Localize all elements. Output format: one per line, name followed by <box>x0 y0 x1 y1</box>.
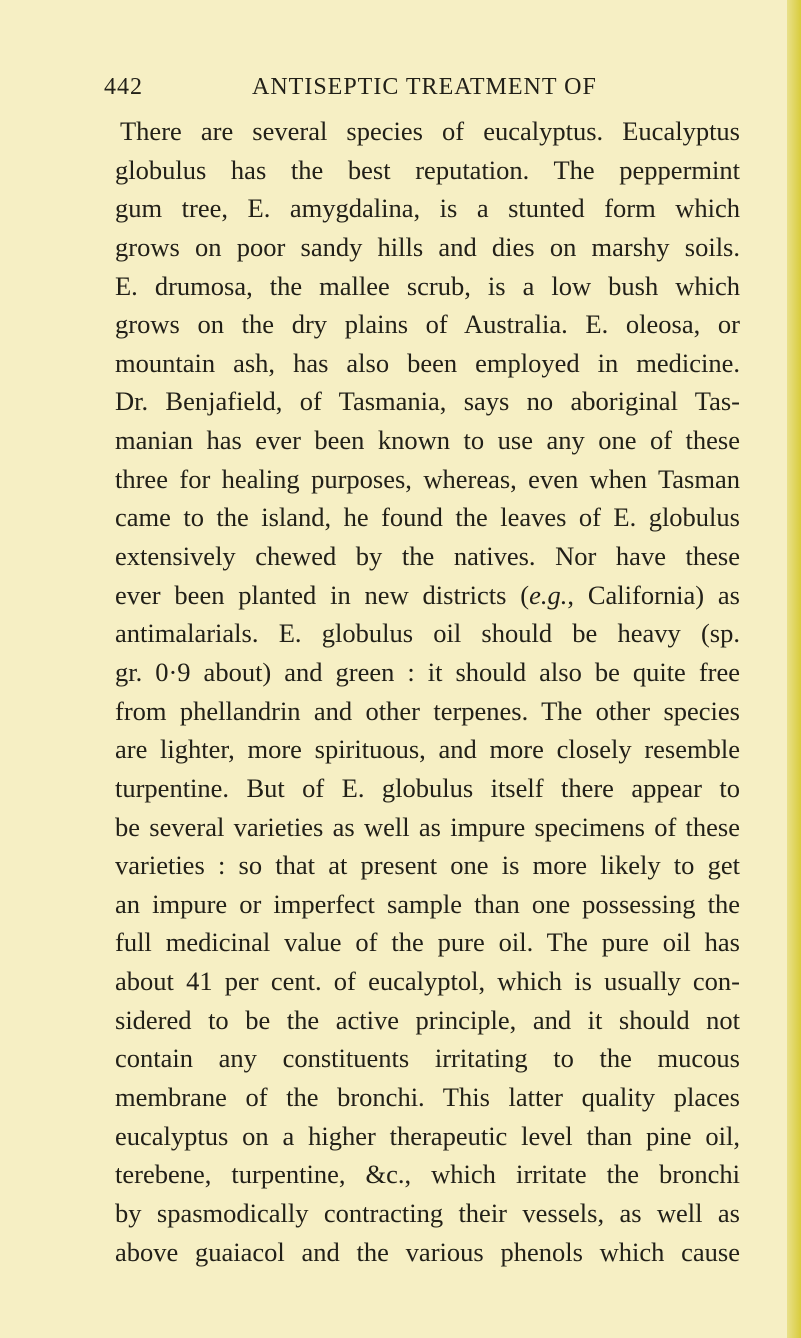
text-line: There are several species of eucalyptus. Eucalyptus <box>120 116 740 146</box>
text-line: full medicinal value of the pure oil. The pure oil has <box>115 927 740 958</box>
text-line: E. drumosa, the mallee scrub, is a low bush which <box>115 270 740 301</box>
text-line: contain any constituents irritating to the mucous <box>115 1043 740 1074</box>
text-line: ever been planted in new districts (e.g., California) as <box>115 579 740 610</box>
running-head: ANTISEPTIC TREATMENT OF <box>252 74 597 100</box>
text-line: manian has ever been known to use any one of these <box>115 425 740 456</box>
text-line: varieties : so that at present one is more likely to get <box>115 850 740 881</box>
text-line: Dr. Benjafield, of Tasmania, says no aboriginal Tas- <box>115 386 740 417</box>
text-line: grows on the dry plains of Australia. E. oleosa, or <box>115 309 740 340</box>
text-line: terebene, turpentine, &c., which irritate the bronchi <box>115 1159 740 1190</box>
text-line: mountain ash, has also been employed in medicine. <box>115 347 740 378</box>
text-line: extensively chewed by the natives. Nor have these <box>115 541 740 572</box>
text-line: turpentine. But of E. globulus itself there appear to <box>115 772 740 803</box>
text-line: grows on poor sandy hills and dies on marshy soils. <box>115 231 740 262</box>
text-line: eucalyptus on a higher therapeutic level than pine oil, <box>115 1120 740 1151</box>
page-edge <box>787 0 801 1338</box>
text-line: about 41 per cent. of eucalyptol, which is usually con- <box>115 966 740 997</box>
text-line: three for healing purposes, whereas, even when Tasman <box>115 463 740 494</box>
text-line: an impure or imperfect sample than one possessing the <box>115 888 740 919</box>
body-text <box>115 112 740 1271</box>
text-line: by spasmodically contracting their vessels, as well as <box>115 1197 740 1228</box>
text-line: gum tree, E. amygdalina, is a stunted form which <box>115 193 740 224</box>
text-line: membrane of the bronchi. This latter quality places <box>115 1082 740 1113</box>
text-line: gr. 0·9 about) and green : it should also be quite free <box>115 656 740 687</box>
page-number: 442 <box>104 74 143 100</box>
text-line: are lighter, more spirituous, and more closely resemble <box>115 734 740 765</box>
text-line: antimalarials. E. globulus oil should be heavy (sp. <box>115 618 740 649</box>
text-line: from phellandrin and other terpenes. The other species <box>115 695 740 726</box>
text-line: sidered to be the active principle, and it should not <box>115 1004 740 1035</box>
text-line: globulus has the best reputation. The peppermint <box>115 154 740 185</box>
page-header <box>104 70 744 104</box>
text-line: be several varieties as well as impure specimens of these <box>115 811 740 842</box>
text-line: above guaiacol and the various phenols which cause <box>115 1236 740 1267</box>
text-line: came to the island, he found the leaves of E. globulus <box>115 502 740 533</box>
